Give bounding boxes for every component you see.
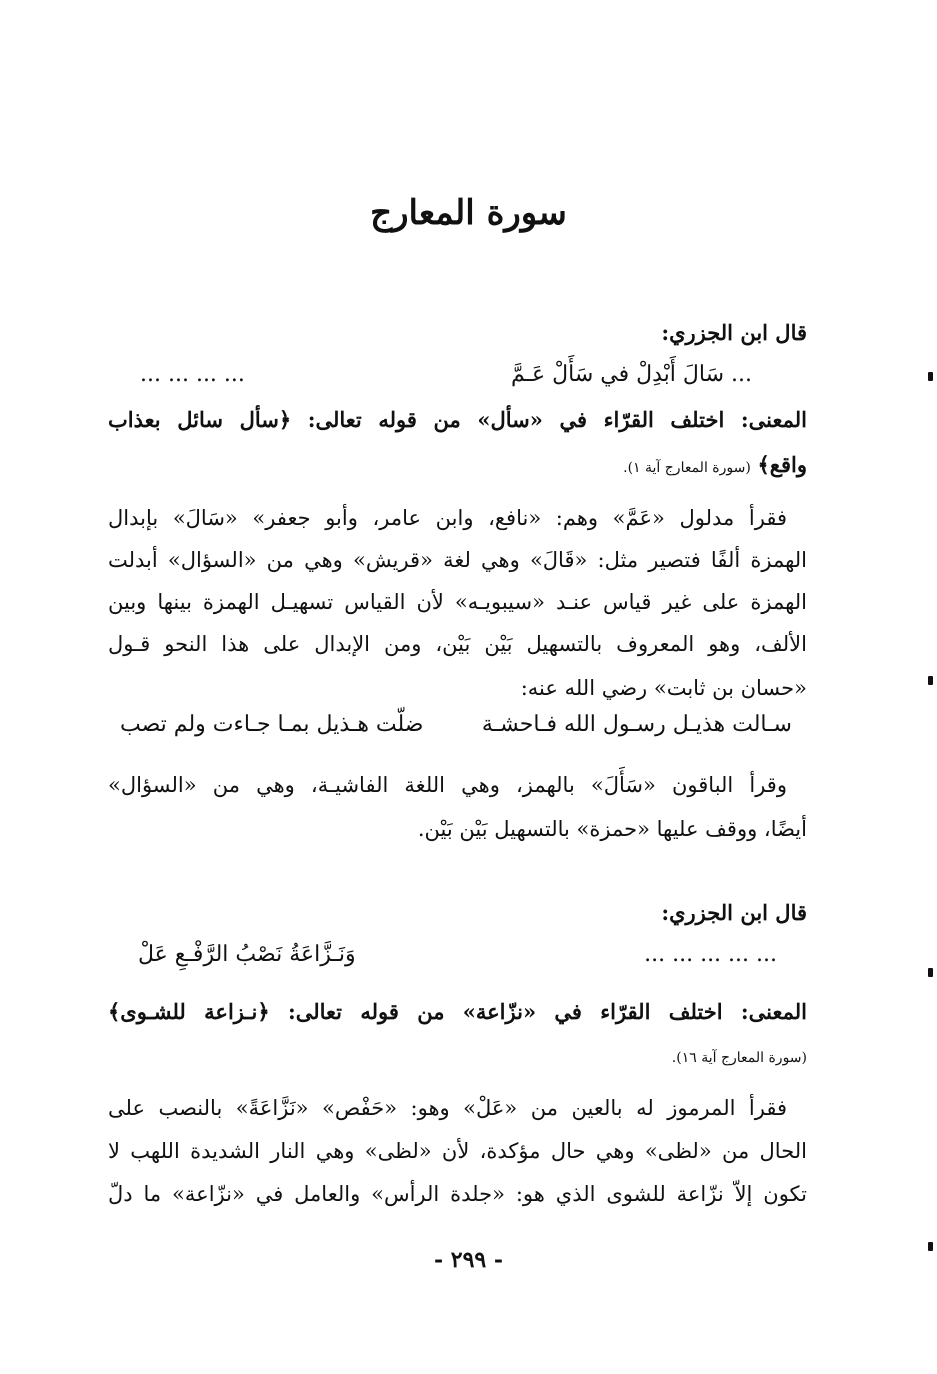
section1-paragraph2-line: أيضًا، ووقف عليها «حمزة» بالتسهيل بَيْن بَيْن.: [417, 817, 807, 841]
poem-hemistich-left: ضلّت هـذيل بمـا جـاءت ولم تصب: [120, 712, 424, 737]
section1-meaning: المعنى: اختلف القرّاء في «سأل» من قوله تعالى: ﴿سأل سائل بعذاب: [108, 407, 807, 432]
quran-quote: واقع﴾: [757, 452, 807, 477]
section2-paragraph-line: الحال من «لظى» وهي حال مؤكدة، لأن «لظى» وهي النار الشديدة اللهب لا: [108, 1139, 807, 1163]
margin-mark: [928, 1242, 933, 1251]
page-number: - ٢٩٩ -: [433, 1247, 504, 1273]
margin-mark: [928, 372, 933, 381]
section1-verse-dots: ... ... ... ...: [140, 362, 245, 387]
section2-heading: قال ابن الجزري:: [661, 900, 807, 925]
section1-paragraph-line: «حسان بن ثابت» رضي الله عنه:: [520, 676, 807, 700]
section2-verse: وَنَـزَّاعَةُ نَصْبُ الرَّفْـعِ عَلْ: [138, 942, 356, 967]
margin-mark: [928, 968, 933, 977]
section1-paragraph-line: الهمزة ألفًا فتصير مثل: «قَالَ» وهي لغة «قريش» وهي من «السؤال» أبدلت: [108, 548, 807, 572]
section1-meaning-cont: [623, 450, 807, 483]
section2-paragraph-line: تكون إلاّ نزّاعة للشوى الذي هو: «جلدة الرأس» والعامل في «نزّاعة» ما دلّ: [108, 1182, 807, 1206]
verse-reference: (سورة المعارج آية ١).: [623, 460, 751, 476]
section2-paragraph-line: فقرأ المرموز له بالعين من «عَلْ» وهو: «حَفْص» «نَزَّاعَةً» بالنصب على: [108, 1096, 787, 1120]
section1-paragraph-line: فقرأ مدلول «عَمَّ» وهم: «نافع، وابن عامر، وأبو جعفر» «سَالَ» بإبدال: [108, 506, 787, 530]
verse-reference: (سورة المعارج آية ١٦).: [671, 1050, 807, 1066]
section1-paragraph2-line: وقرأ الباقون «سَأَلَ» بالهمز، وهي اللغة الفاشيـة، وهي من «السؤال»: [108, 773, 787, 797]
section1-verse: ... سَالَ أَبْدِلْ في سَأَلْ عَـمَّ: [510, 362, 752, 387]
margin-mark: [928, 676, 933, 685]
section1-heading: قال ابن الجزري:: [661, 320, 807, 345]
section1-paragraph-line: الهمزة على غير قياس عنـد «سيبويـه» لأن القياس تسهيـل الهمزة بينها وبين: [108, 590, 807, 614]
section2-meaning: المعنى: اختلف القرّاء في «نزّاعة» من قوله تعالى: ﴿نـزاعة للشـوى﴾: [108, 999, 807, 1024]
section1-paragraph-line: الألف، وهو المعروف بالتسهيل بَيْن بَيْن، ومن الإبدال على هذا النحو قـول: [108, 632, 807, 656]
section2-verse-dots: ... ... ... ... ...: [644, 942, 777, 967]
page-title: سورة المعارج: [370, 193, 567, 233]
poem-hemistich-right: سـالت هذيـل رسـول الله فـاحشـة: [481, 712, 792, 737]
